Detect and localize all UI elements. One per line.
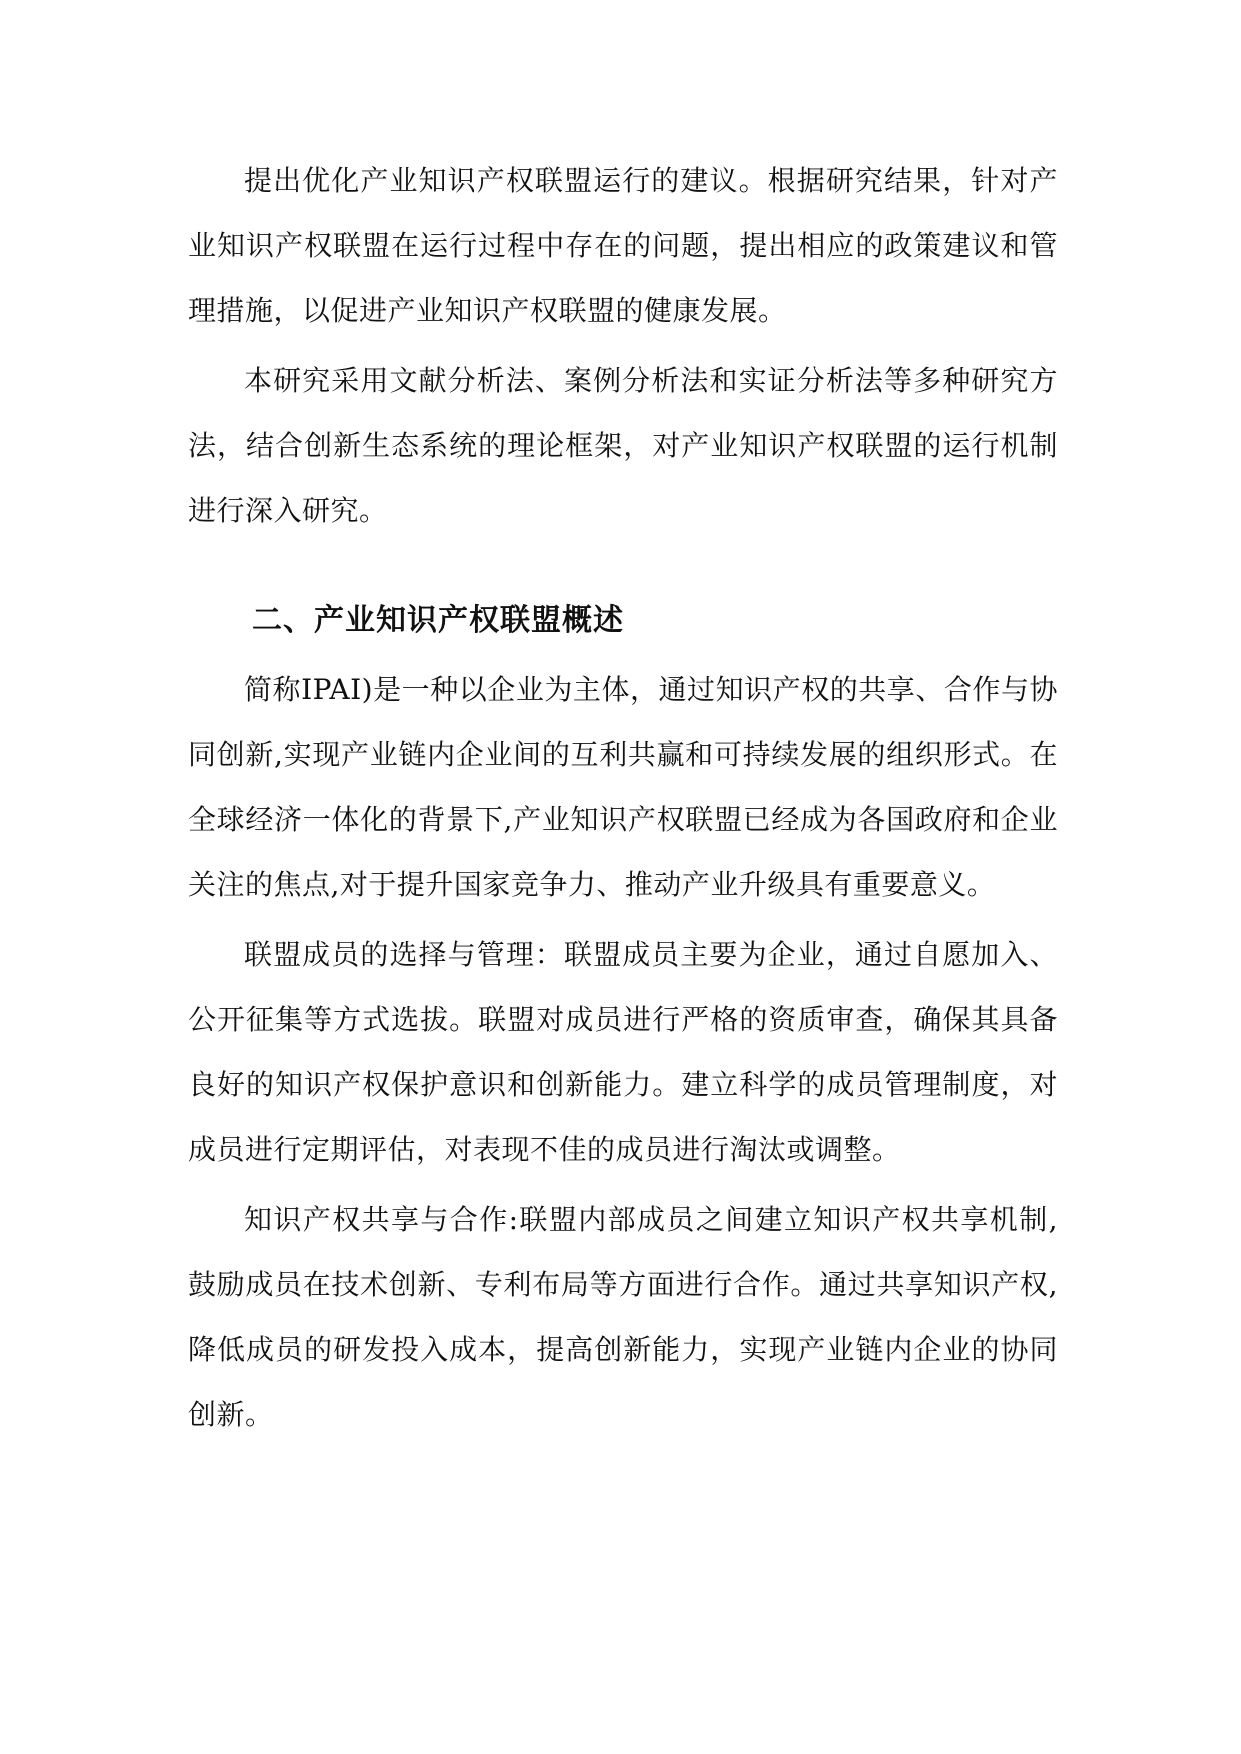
paragraph-ipai-definition: 简称IPAI)是一种以企业为主体，通过知识产权的共享、合作与协同创新,实现产业链内企业间的互利共赢和可持续发展的组织形式。在全球经济一体化的背景下,产业知识产权联盟已经成为各国政府和企业关注的焦点,对于提升国家竞争力、推动产业升级具有重要意义。 <box>188 673 1058 901</box>
paragraph-ip-sharing: 知识产权共享与合作:联盟内部成员之间建立知识产权共享机制,鼓励成员在技术创新、专利布局等方面进行合作。通过共享知识产权,降低成员的研发投入成本，提高创新能力，实现产业链内企业的协同创新。 <box>188 1203 1058 1431</box>
section-heading: 二、产业知识产权联盟概述 <box>252 603 624 638</box>
paragraph-research-methods: 本研究采用文献分析法、案例分析法和实证分析法等多种研究方法，结合创新生态系统的理论框架，对产业知识产权联盟的运行机制进行深入研究。 <box>188 364 1058 527</box>
paragraph-member-selection: 联盟成员的选择与管理：联盟成员主要为企业，通过自愿加入、公开征集等方式选拔。联盟对成员进行严格的资质审查，确保其具备良好的知识产权保护意识和创新能力。建立科学的成员管理制度，对成员进行定期评估，对表现不佳的成员进行淘汰或调整。 <box>188 938 1058 1166</box>
paragraph-optimization-suggestions: 提出优化产业知识产权联盟运行的建议。根据研究结果，针对产业知识产权联盟在运行过程中存在的问题，提出相应的政策建议和管理措施，以促进产业知识产权联盟的健康发展。 <box>188 164 1058 327</box>
document-body <box>188 148 1058 1447</box>
